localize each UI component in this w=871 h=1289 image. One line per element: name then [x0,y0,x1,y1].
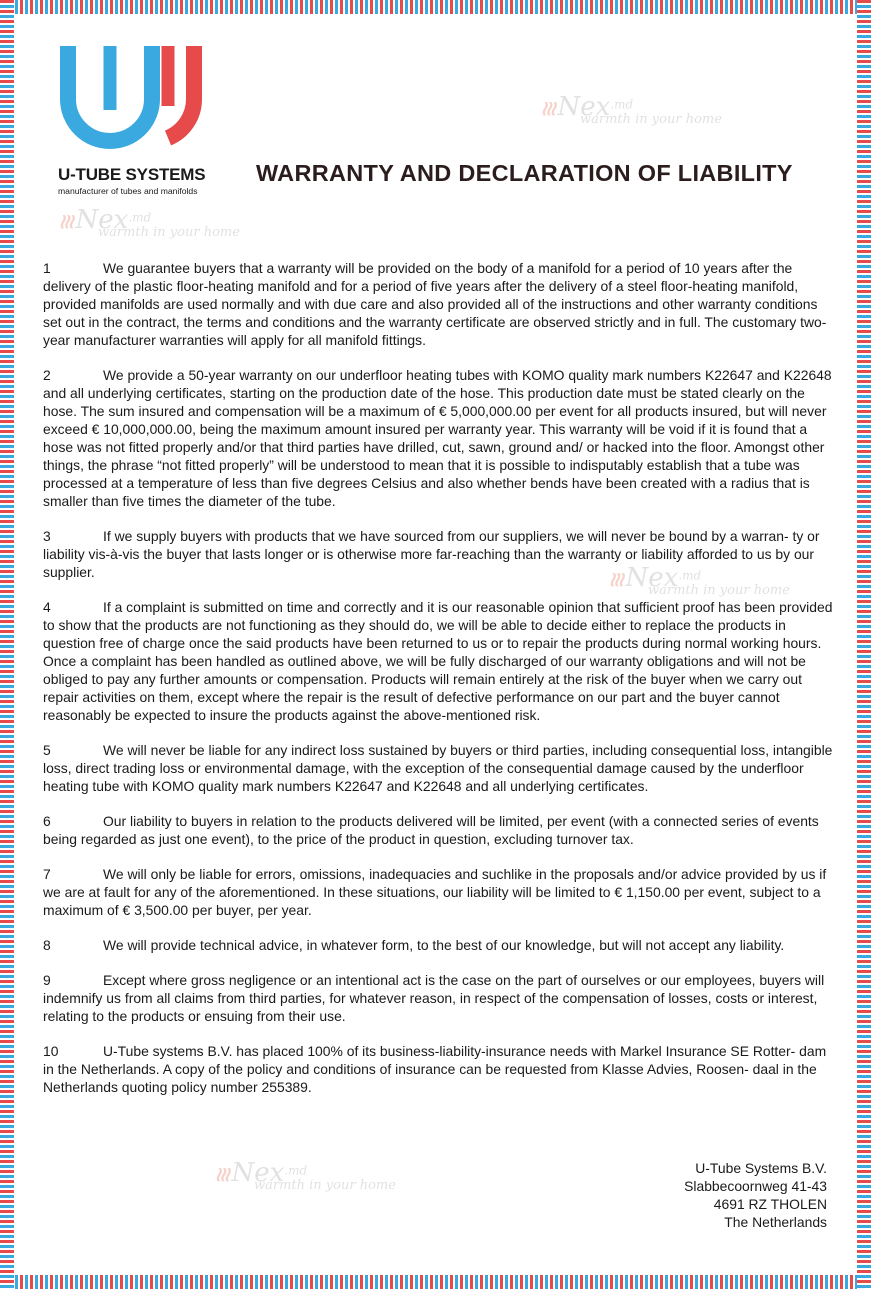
warranty-clauses [43,259,833,1113]
logo-company-name: U-TUBE SYSTEMS [58,165,206,184]
company-logo [58,44,218,196]
address-country: The Netherlands [724,1214,827,1230]
watermark-waves-icon: ≀≀≀ [608,567,622,591]
clause-4: 4 If a complaint is submitted on time and correctly and it is our reasonable opinion that sufficient proof has been provided to show that the products are not functioning as they should do, we will be able to decide either to replace the products in question free of charge once the said products have been returned to us or to repair the products during normal working hours. Once a complaint has been handled as outlined above, we will be fully discharged of our warranty obligations and will not be obliged to pay any further amounts or compensation. Products will remain entirely at the risk of the buyer when we carry out repair activities on them, except where the repair is the result of defective performance on our part and the buyer cannot reasonably be expected to insure the products against the above-mentioned risk. [43,599,833,723]
clause-3: 3 If we supply buyers with products that we have sourced from our suppliers, we will never be bound by a warran- ty or liability vis-à-vis the buyer that lasts longer or is otherwise more far-reaching than the warranty or liability afforded to us by our supplier. [43,528,820,580]
address-city: 4691 RZ THOLEN [713,1196,827,1212]
address-street: Slabbecoornweg 41-43 [684,1178,827,1194]
logo-tagline: manufacturer of tubes and manifolds [58,186,198,196]
clause-7: 7 We will only be liable for errors, omissions, inadequacies and suchlike in the proposals and/or advice provided by us if we are at fault for any of the aforementioned. In these situations, our liability will be limited to € 1,150.00 per event, subject to a maximum of € 3,500.00 per buyer, per year. [43,866,827,918]
decorative-border-left [0,0,14,1289]
clause-2: 2 We provide a 50-year warranty on our underfloor heating tubes with KOMO quality mark numbers K22647 and K22648 and all underlying certificates, starting on the production date of the hose. This production date must be stated clearly on the hose. The sum insured and compensation will be a maximum of € 5,000,000.00 per event for all products insured, but will never exceed € 10,000,000.00, being the maximum amount insured per warranty year. This warranty will be void if it is found that a hose was not fitted properly and/or that third parties have drilled, cut, sawn, ground and/ or hacked into the floor. Amongst other things, the phrase “not fitted properly” will be understood to mean that it is possible to indisputably establish that a tube was processed at a temperature of less than five degrees Celsius and also whether bends have been created with a radius that is smaller than five times the diameter of the tube. [43,367,832,509]
u-tube-logo-icon [58,44,208,159]
decorative-border-right [857,0,871,1289]
watermark-logo: ≀≀≀ Nex$^{.md}$ warmth in your home [608,563,790,598]
watermark-waves-icon: ≀≀≀ [540,96,554,120]
clause-10: 10 U-Tube systems B.V. has placed 100% of its business-liability-insurance needs with Markel Insurance SE Rotter- dam in the Netherlands. A copy of the policy and conditions of insurance can be requested from Klasse Advies, Roosen- daal in the Netherlands quoting policy number 255389. [43,1043,827,1095]
decorative-border-top [0,0,871,14]
page-title: WARRANTY AND DECLARATION OF LIABILITY [256,160,793,186]
decorative-border-bottom [0,1275,871,1289]
clause-5: 5 We will never be liable for any indirect loss sustained by buyers or third parties, including consequential loss, intangible loss, direct trading loss or environmental damage, with the exception of the consequential damage caused by the underfloor heating tube with KOMO quality mark numbers K22647 and K22648 and all underlying certificates. [43,742,833,794]
clause-9: 9 Except where gross negligence or an intentional act is the case on the part of ourselves or our employees, buyers will indemnify us from all claims from third parties, for whatever reason, in respect of the compensation of losses, costs or interest, relating to the products or ensuing from their use. [43,972,825,1024]
watermark-logo: ≀≀≀ Nex$^{.md}$ warmth in your home [214,1158,396,1193]
clause-8: 8 We will provide technical advice, in whatever form, to the best of our knowledge, but will not accept any liability. [43,937,785,953]
address-company: U-Tube Systems B.V. [695,1160,827,1176]
watermark-logo: ≀≀≀ Nex$^{.md}$ warmth in your home [540,92,722,127]
watermark-logo: ≀≀≀ Nex$^{.md}$ warmth in your home [58,205,240,240]
company-address [684,1159,827,1231]
clause-6: 6 Our liability to buyers in relation to the products delivered will be limited, per event (with a connected series of events being regarded as just one event), to the price of the product in question, excluding turnover tax. [43,813,819,847]
clause-1: 1 We guarantee buyers that a warranty will be provided on the body of a manifold for a period of 10 years after the delivery of the plastic floor-heating manifold and for a period of five years after the delivery of a steel floor-heating manifold, provided manifolds are used normally and with due care and also provided all of the instructions and other warranty conditions set out in the contract, the terms and conditions and the warranty certificate are observed strictly and in full. The customary two-year manufacturer warranties will apply for all manifold fittings. [43,260,827,348]
watermark-waves-icon: ≀≀≀ [214,1162,228,1186]
watermark-waves-icon: ≀≀≀ [58,209,72,233]
